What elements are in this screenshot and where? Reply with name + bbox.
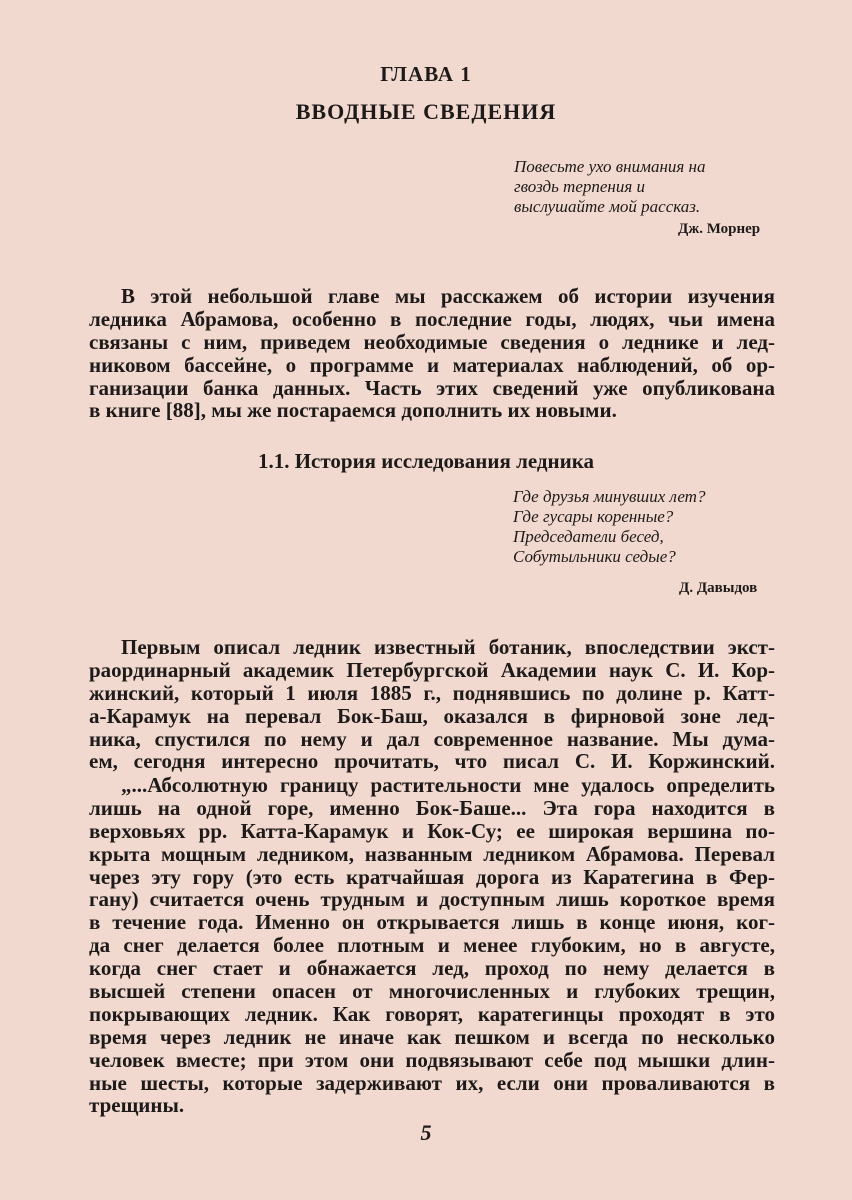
text-line: „...Абсолютную границу растительности мне удалось определить — [121, 773, 775, 797]
text-line: ледника Абрамова, особенно в последние годы, людях, чьи имена — [89, 306, 775, 331]
text-line: связаны с ним, приведем необходимые сведения о леднике и лед- — [89, 329, 775, 354]
text-line: в течение года. Именно он открывается лишь в конце июня, ког- — [89, 910, 775, 935]
text-line: ные шесты, которые задерживают их, если они проваливаются в — [89, 1070, 775, 1095]
text-line: покрывающих ледник. Как говорят, каратегинцы проходят в это — [89, 1001, 775, 1026]
section-heading: 1.1. История исследования ледника — [257, 449, 595, 473]
text-line: ем, сегодня интересно прочитать, что писал С. И. Коржинский. — [89, 749, 775, 774]
text-line: высшей степени опасен от многочисленных и глубоких трещин, — [89, 979, 775, 1004]
chapter-title: ВВОДНЫЕ СВЕДЕНИЯ — [295, 99, 557, 124]
text-line: никовом бассейне, о программе и материалах наблюдений, об ор- — [89, 352, 775, 377]
text-line: ганизации банка данных. Часть этих сведений уже опубликована — [89, 375, 775, 400]
chapter-label: ГЛАВА 1 — [380, 62, 472, 86]
epigraph-line: гвоздь терпения и — [514, 177, 646, 196]
text-line: через эту гору (это есть кратчайшая дорога из Каратегина в Фер- — [89, 864, 775, 889]
text-line: В этой небольшой главе мы расскажем об истории изучения — [121, 284, 775, 308]
epigraph-line: выслушайте мой рассказ. — [514, 197, 701, 216]
text-line: жинский, который 1 июля 1885 г., поднявшись по долине р. Катт- — [89, 680, 775, 705]
text-line: да снег делается более плотным и менее глубоким, но в августе, — [89, 933, 775, 958]
page-number: 5 — [420, 1120, 432, 1145]
text-line: раординарный академик Петербургской Академии наук С. И. Кор- — [89, 657, 775, 682]
text-line: когда снег стает и обнажается лед, проход по нему делается в — [89, 956, 775, 981]
epigraph-line: Где друзья минувших лет? — [513, 487, 706, 506]
text-line: верховьях рр. Катта-Карамук и Кок-Су; ее широкая вершина по- — [89, 818, 775, 843]
text-line: ника, спустился по нему и дал современное название. Мы дума- — [89, 726, 775, 751]
epigraph-line: Собутыльники седые? — [513, 547, 676, 566]
intro-paragraph — [89, 285, 775, 422]
text-line: крыта мощным ледником, названным ледником Абрамова. Перевал — [89, 841, 775, 866]
text-line: время через ледник не иначе как пешком и всегда по несколько — [89, 1024, 775, 1049]
text-line: лишь на одной горе, именно Бок-Баше... Эта гора находится в — [89, 795, 775, 820]
text-line: человек вместе; при этом они подвязывают себе под мышки длин- — [89, 1047, 775, 1072]
epigraph-1-author: Дж. Морнер — [678, 221, 761, 237]
text-line: в книге [88], мы же постараемся дополнить их новыми. — [89, 398, 617, 423]
epigraph-2-author: Д. Давыдов — [679, 580, 758, 596]
paragraph-2 — [89, 774, 775, 1117]
epigraph-line: Повесьте ухо внимания на — [514, 157, 706, 176]
epigraph-1 — [514, 157, 705, 217]
text-line: трещины. — [89, 1093, 185, 1118]
text-line: гану) считается очень трудным и доступным лишь короткое время — [89, 887, 775, 912]
epigraph-2 — [513, 487, 705, 567]
epigraph-line: Где гусары коренные? — [513, 507, 674, 526]
text-line: а-Карамук на перевал Бок-Баш, оказался в фирновой зоне лед- — [89, 703, 775, 728]
text-line: Первым описал ледник известный ботаник, впоследствии экст- — [121, 635, 775, 659]
paragraph-1 — [89, 636, 775, 773]
epigraph-line: Председатели бесед, — [513, 527, 664, 546]
